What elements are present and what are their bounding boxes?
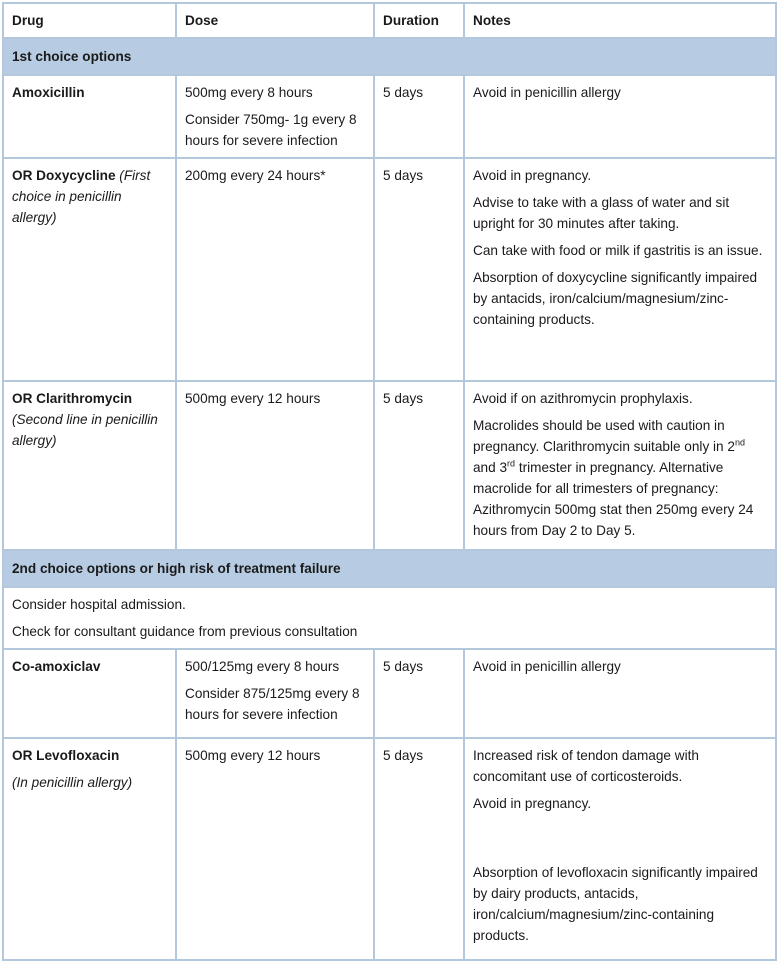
antibiotic-table	[2, 2, 777, 961]
header-duration: Duration	[374, 3, 464, 38]
advice-cell	[3, 587, 776, 649]
dose-cell	[176, 381, 374, 550]
table-row	[3, 381, 776, 550]
dose-text: 500mg every 8 hours	[185, 85, 313, 100]
dose-text: Consider 750mg- 1g every 8 hours for severe infection	[185, 112, 357, 148]
section-title: 1st choice options	[3, 38, 776, 75]
note-text: Absorption of levofloxacin significantly impaired by dairy products, antacids, iron/calcium/magnesium/zinc-containing products.	[473, 865, 758, 943]
advice-text: Check for consultant guidance from previous consultation	[12, 624, 358, 639]
note-text: Avoid in pregnancy.	[473, 168, 592, 183]
dose-cell	[176, 738, 374, 960]
dose-text: 500mg every 12 hours	[185, 748, 321, 763]
drug-name: Amoxicillin	[12, 85, 85, 100]
blank-space	[473, 820, 767, 862]
drug-name: OR Clarithromycin	[12, 391, 133, 406]
header-row	[3, 3, 776, 38]
header-drug: Drug	[3, 3, 176, 38]
section-title: 2nd choice options or high risk of treatment failure	[3, 550, 776, 587]
duration-cell: 5 days	[374, 75, 464, 158]
notes-cell	[464, 381, 776, 550]
notes-cell	[464, 738, 776, 960]
drug-name: Co-amoxiclav	[12, 659, 101, 674]
table-row	[3, 75, 776, 158]
dose-text: 200mg every 24 hours*	[185, 168, 326, 183]
note-text: Avoid in penicillin allergy	[473, 659, 621, 674]
notes-cell	[464, 158, 776, 381]
duration-cell: 5 days	[374, 738, 464, 960]
drug-qualifier: (First choice in penicillin allergy)	[12, 168, 151, 225]
section-first-choice	[3, 38, 776, 75]
dose-cell	[176, 649, 374, 738]
note-fragment: and 3	[473, 460, 508, 475]
note-fragment: Macrolides should be used with caution in pregnancy. Clarithromycin suitable only in 2	[473, 418, 735, 454]
table-row	[3, 158, 776, 381]
dose-cell	[176, 75, 374, 158]
drug-cell	[3, 381, 176, 550]
table-row	[3, 738, 776, 960]
drug-cell	[3, 158, 176, 381]
drug-name: OR Levofloxacin	[12, 748, 120, 763]
section-second-choice	[3, 550, 776, 587]
drug-cell	[3, 649, 176, 738]
drug-qualifier: (Second line in penicillin allergy)	[12, 412, 158, 448]
note-text: Absorption of doxycycline significantly impaired by antacids, iron/calcium/magnesium/zinc-containing products.	[473, 270, 758, 327]
note-text: Can take with food or milk if gastritis is an issue.	[473, 243, 763, 258]
note-text: Advise to take with a glass of water and sit upright for 30 minutes after taking.	[473, 195, 730, 231]
dose-text: Consider 875/125mg every 8 hours for severe infection	[185, 686, 360, 722]
notes-cell	[464, 649, 776, 738]
header-notes: Notes	[464, 3, 776, 38]
ordinal-suffix: nd	[734, 437, 745, 448]
duration-cell: 5 days	[374, 649, 464, 738]
dose-text: 500/125mg every 8 hours	[185, 659, 340, 674]
note-text: Increased risk of tendon damage with concomitant use of corticosteroids.	[473, 748, 699, 784]
drug-name: OR Doxycycline	[12, 168, 116, 183]
duration-cell: 5 days	[374, 158, 464, 381]
drug-cell	[3, 75, 176, 158]
duration-cell: 5 days	[374, 381, 464, 550]
note-fragment: trimester in pregnancy. Alternative macrolide for all trimesters of pregnancy: Azithromycin 500mg stat then 250mg every 24 hours from Day 2 to Day 5.	[473, 460, 754, 538]
advice-row	[3, 587, 776, 649]
dose-text: 500mg every 12 hours	[185, 391, 321, 406]
header-dose: Dose	[176, 3, 374, 38]
note-text: Avoid in penicillin allergy	[473, 85, 621, 100]
note-text: Avoid if on azithromycin prophylaxis.	[473, 391, 693, 406]
drug-qualifier: (In penicillin allergy)	[12, 775, 133, 790]
table-row	[3, 649, 776, 738]
advice-text: Consider hospital admission.	[12, 597, 186, 612]
drug-cell	[3, 738, 176, 960]
notes-cell	[464, 75, 776, 158]
ordinal-suffix: rd	[507, 458, 516, 469]
note-text: Avoid in pregnancy.	[473, 796, 592, 811]
dose-cell	[176, 158, 374, 381]
note-text	[473, 415, 767, 541]
